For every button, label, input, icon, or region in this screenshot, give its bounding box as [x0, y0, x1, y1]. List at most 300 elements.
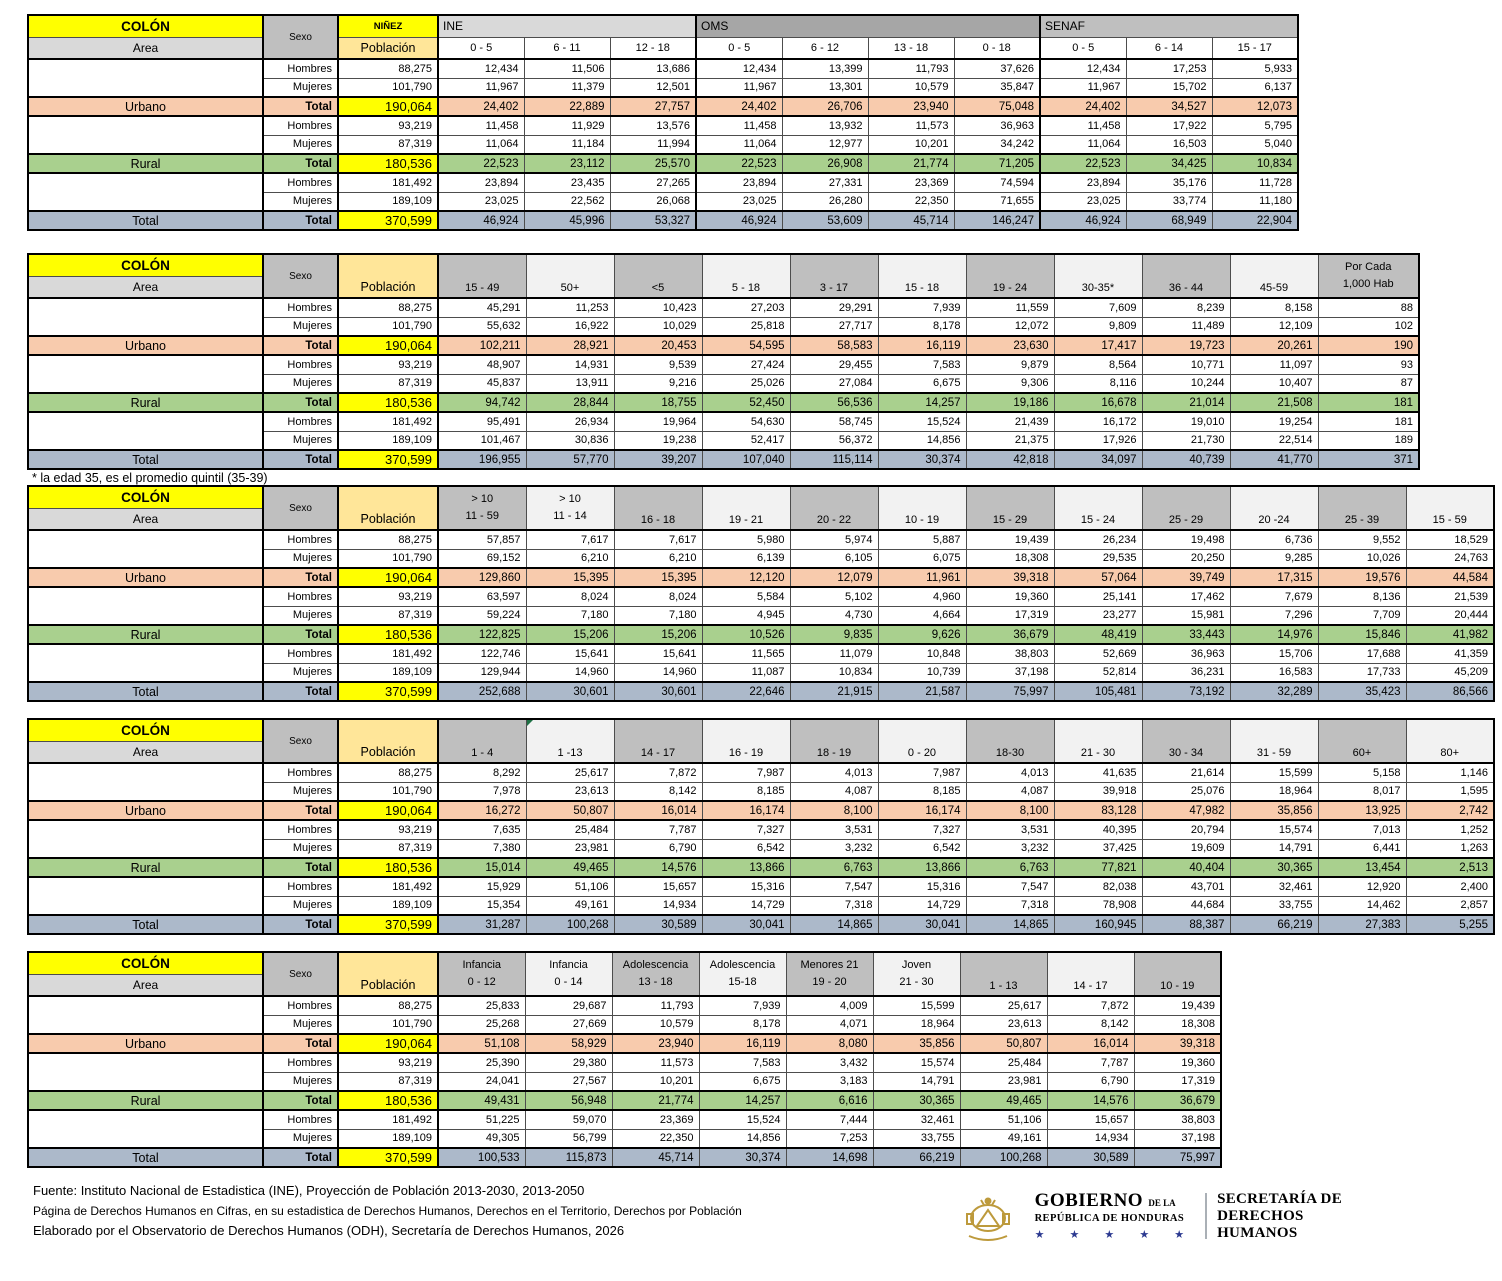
data-cell[interactable]: 11,064	[696, 135, 782, 154]
data-cell[interactable]: 27,383	[1318, 915, 1406, 934]
sexo-header-cell[interactable]: Sexo	[263, 254, 338, 298]
data-cell[interactable]: 23,981	[960, 1072, 1047, 1091]
data-cell[interactable]: 52,450	[702, 393, 790, 412]
data-cell[interactable]: 44,584	[1406, 568, 1494, 587]
data-cell[interactable]: 15,641	[526, 644, 614, 663]
data-cell[interactable]: 8,178	[699, 1015, 786, 1034]
data-cell[interactable]: 24,402	[1040, 97, 1126, 116]
age-col-header[interactable]	[525, 952, 612, 996]
data-cell[interactable]: 30,601	[526, 682, 614, 701]
sexo-cell[interactable]: Mujeres	[263, 317, 338, 336]
age-col-header[interactable]	[873, 952, 960, 996]
data-cell[interactable]: 57,064	[1054, 568, 1142, 587]
data-cell[interactable]: 13,454	[1318, 858, 1406, 877]
area-spacer-cell[interactable]	[28, 877, 263, 915]
data-cell[interactable]: 12,120	[702, 568, 790, 587]
data-cell[interactable]: 25,833	[438, 996, 525, 1015]
poblacion-cell[interactable]: 370,599	[338, 450, 438, 469]
data-cell[interactable]: 52,669	[1054, 644, 1142, 663]
poblacion-header-cell[interactable]: Población	[338, 486, 438, 530]
age-col-header[interactable]: 16 - 18	[614, 486, 702, 530]
age-col-header[interactable]: 31 - 59	[1230, 719, 1318, 763]
data-cell[interactable]: 11,728	[1212, 173, 1298, 192]
age-col-header[interactable]: 0 - 18	[954, 37, 1040, 59]
sexo-cell[interactable]: Mujeres	[263, 782, 338, 801]
data-cell[interactable]: 38,803	[1134, 1110, 1221, 1129]
data-cell[interactable]: 82,038	[1054, 877, 1142, 896]
age-col-header[interactable]: 45-59	[1230, 254, 1318, 298]
data-cell[interactable]: 16,014	[1047, 1034, 1134, 1053]
data-cell[interactable]: 14,856	[699, 1129, 786, 1148]
data-cell[interactable]: 32,461	[1230, 877, 1318, 896]
data-cell[interactable]: 18,308	[966, 549, 1054, 568]
data-cell[interactable]: 5,255	[1406, 915, 1494, 934]
data-cell[interactable]: 102	[1318, 317, 1419, 336]
data-cell[interactable]: 21,774	[868, 154, 954, 173]
data-cell[interactable]: 13,866	[702, 858, 790, 877]
area-spacer-cell[interactable]	[28, 1110, 263, 1148]
data-cell[interactable]: 9,539	[614, 355, 702, 374]
age-col-header[interactable]: 36 - 44	[1142, 254, 1230, 298]
data-cell[interactable]: 7,327	[702, 820, 790, 839]
data-cell[interactable]: 75,048	[954, 97, 1040, 116]
poblacion-cell[interactable]: 101,790	[338, 317, 438, 336]
data-cell[interactable]: 2,742	[1406, 801, 1494, 820]
data-cell[interactable]: 190	[1318, 336, 1419, 355]
poblacion-cell[interactable]: 189,109	[338, 1129, 438, 1148]
data-cell[interactable]: 7,318	[966, 896, 1054, 915]
data-cell[interactable]: 6,542	[878, 839, 966, 858]
poblacion-cell[interactable]: 181,492	[338, 412, 438, 431]
data-cell[interactable]: 35,423	[1318, 682, 1406, 701]
sexo-cell[interactable]: Total	[263, 625, 338, 644]
data-cell[interactable]: 23,025	[1040, 192, 1126, 211]
data-cell[interactable]: 15,316	[702, 877, 790, 896]
age-col-header[interactable]: 15 - 59	[1406, 486, 1494, 530]
data-cell[interactable]: 48,419	[1054, 625, 1142, 644]
data-cell[interactable]: 47,982	[1142, 801, 1230, 820]
data-cell[interactable]: 7,635	[438, 820, 526, 839]
data-cell[interactable]: 25,076	[1142, 782, 1230, 801]
data-cell[interactable]: 371	[1318, 450, 1419, 469]
sexo-cell[interactable]: Hombres	[263, 763, 338, 782]
data-cell[interactable]: 39,207	[614, 450, 702, 469]
poblacion-cell[interactable]: 88,275	[338, 763, 438, 782]
data-cell[interactable]: 12,079	[790, 568, 878, 587]
area-label-cell[interactable]: Rural	[28, 625, 263, 644]
data-cell[interactable]: 17,688	[1318, 644, 1406, 663]
data-cell[interactable]: 15,657	[614, 877, 702, 896]
area-label-cell[interactable]: Rural	[28, 858, 263, 877]
data-cell[interactable]: 7,872	[1047, 996, 1134, 1015]
data-cell[interactable]: 23,630	[966, 336, 1054, 355]
data-cell[interactable]: 7,787	[614, 820, 702, 839]
age-col-header[interactable]: 15 - 29	[966, 486, 1054, 530]
area-spacer-cell[interactable]	[28, 820, 263, 858]
data-cell[interactable]: 102,211	[438, 336, 526, 355]
data-cell[interactable]: 1,595	[1406, 782, 1494, 801]
data-cell[interactable]: 11,458	[438, 116, 524, 135]
data-cell[interactable]: 10,739	[878, 663, 966, 682]
data-cell[interactable]: 26,234	[1054, 530, 1142, 549]
poblacion-cell[interactable]: 93,219	[338, 587, 438, 606]
data-cell[interactable]: 14,865	[966, 915, 1054, 934]
data-cell[interactable]: 7,380	[438, 839, 526, 858]
data-cell[interactable]: 29,535	[1054, 549, 1142, 568]
data-cell[interactable]: 11,793	[868, 59, 954, 78]
data-cell[interactable]: 17,319	[1134, 1072, 1221, 1091]
sexo-cell[interactable]: Hombres	[263, 116, 338, 135]
sexo-cell[interactable]: Mujeres	[263, 135, 338, 154]
data-cell[interactable]: 10,834	[790, 663, 878, 682]
data-cell[interactable]: 7,013	[1318, 820, 1406, 839]
data-cell[interactable]: 5,102	[790, 587, 878, 606]
data-cell[interactable]: 23,025	[438, 192, 524, 211]
data-cell[interactable]: 45,714	[612, 1148, 699, 1167]
area-spacer-cell[interactable]	[28, 116, 263, 154]
data-cell[interactable]: 5,980	[702, 530, 790, 549]
region-title-cell[interactable]: COLÓN	[28, 15, 263, 37]
data-cell[interactable]: 21,439	[966, 412, 1054, 431]
area-label-cell[interactable]: Total	[28, 1148, 263, 1167]
data-cell[interactable]: 37,626	[954, 59, 1040, 78]
age-col-header[interactable]: 80+	[1406, 719, 1494, 763]
data-cell[interactable]: 49,161	[960, 1129, 1047, 1148]
data-cell[interactable]: 14,934	[1047, 1129, 1134, 1148]
data-cell[interactable]: 10,423	[614, 298, 702, 317]
age-col-header[interactable]: 19 - 21	[702, 486, 790, 530]
area-spacer-cell[interactable]	[28, 587, 263, 625]
data-cell[interactable]: 5,795	[1212, 116, 1298, 135]
area-label-cell[interactable]: Rural	[28, 154, 263, 173]
data-cell[interactable]: 16,583	[1230, 663, 1318, 682]
data-cell[interactable]: 25,818	[702, 317, 790, 336]
data-cell[interactable]: 41,359	[1406, 644, 1494, 663]
age-col-header[interactable]: 1 - 13	[960, 952, 1047, 996]
data-cell[interactable]: 2,857	[1406, 896, 1494, 915]
data-cell[interactable]: 22,562	[524, 192, 610, 211]
poblacion-cell[interactable]: 87,319	[338, 1072, 438, 1091]
data-cell[interactable]: 9,216	[614, 374, 702, 393]
data-cell[interactable]: 17,462	[1142, 587, 1230, 606]
data-cell[interactable]: 15,206	[614, 625, 702, 644]
sexo-cell[interactable]: Total	[263, 211, 338, 230]
sexo-cell[interactable]: Mujeres	[263, 374, 338, 393]
data-cell[interactable]: 6,137	[1212, 78, 1298, 97]
data-cell[interactable]: 36,679	[966, 625, 1054, 644]
data-cell[interactable]: 14,729	[878, 896, 966, 915]
data-cell[interactable]: 28,921	[526, 336, 614, 355]
sexo-cell[interactable]: Hombres	[263, 587, 338, 606]
data-cell[interactable]: 9,285	[1230, 549, 1318, 568]
data-cell[interactable]: 28,844	[526, 393, 614, 412]
data-cell[interactable]: 122,825	[438, 625, 526, 644]
age-col-header[interactable]: 50+	[526, 254, 614, 298]
data-cell[interactable]: 8,100	[790, 801, 878, 820]
data-cell[interactable]: 35,856	[873, 1034, 960, 1053]
data-cell[interactable]: 29,455	[790, 355, 878, 374]
data-cell[interactable]: 14,856	[878, 431, 966, 450]
data-cell[interactable]: 41,982	[1406, 625, 1494, 644]
data-cell[interactable]: 56,372	[790, 431, 878, 450]
sexo-cell[interactable]: Hombres	[263, 355, 338, 374]
data-cell[interactable]: 46,924	[438, 211, 524, 230]
data-cell[interactable]: 20,453	[614, 336, 702, 355]
area-label-cell[interactable]: Urbano	[28, 1034, 263, 1053]
data-cell[interactable]: 1,146	[1406, 763, 1494, 782]
data-cell[interactable]: 15,014	[438, 858, 526, 877]
data-cell[interactable]: 53,609	[782, 211, 868, 230]
sexo-cell[interactable]: Mujeres	[263, 431, 338, 450]
data-cell[interactable]: 17,922	[1126, 116, 1212, 135]
sexo-cell[interactable]: Mujeres	[263, 839, 338, 858]
data-cell[interactable]: 30,836	[526, 431, 614, 450]
data-cell[interactable]: 15,706	[1230, 644, 1318, 663]
data-cell[interactable]: 6,210	[526, 549, 614, 568]
data-cell[interactable]: 6,075	[878, 549, 966, 568]
data-cell[interactable]: 19,360	[1134, 1053, 1221, 1072]
data-cell[interactable]: 95,491	[438, 412, 526, 431]
data-cell[interactable]: 11,184	[524, 135, 610, 154]
data-cell[interactable]: 55,632	[438, 317, 526, 336]
data-cell[interactable]: 20,444	[1406, 606, 1494, 625]
data-cell[interactable]: 23,613	[526, 782, 614, 801]
data-cell[interactable]: 7,987	[878, 763, 966, 782]
age-col-header[interactable]	[1318, 254, 1419, 298]
data-cell[interactable]: 160,945	[1054, 915, 1142, 934]
data-cell[interactable]: 33,755	[1230, 896, 1318, 915]
data-cell[interactable]: 27,203	[702, 298, 790, 317]
data-cell[interactable]: 12,073	[1212, 97, 1298, 116]
data-cell[interactable]: 57,857	[438, 530, 526, 549]
data-cell[interactable]: 45,837	[438, 374, 526, 393]
poblacion-cell[interactable]: 370,599	[338, 915, 438, 934]
data-cell[interactable]: 30,601	[614, 682, 702, 701]
data-cell[interactable]: 14,257	[699, 1091, 786, 1110]
data-cell[interactable]: 11,967	[696, 78, 782, 97]
data-cell[interactable]: 3,232	[790, 839, 878, 858]
data-cell[interactable]: 11,793	[612, 996, 699, 1015]
data-cell[interactable]: 15,981	[1142, 606, 1230, 625]
data-cell[interactable]: 4,013	[790, 763, 878, 782]
data-cell[interactable]: 9,879	[966, 355, 1054, 374]
data-cell[interactable]: 5,974	[790, 530, 878, 549]
sexo-header-cell[interactable]: Sexo	[263, 952, 338, 996]
poblacion-header-cell[interactable]: Población	[338, 719, 438, 763]
data-cell[interactable]: 25,268	[438, 1015, 525, 1034]
data-cell[interactable]: 71,205	[954, 154, 1040, 173]
data-cell[interactable]: 15,206	[526, 625, 614, 644]
data-cell[interactable]: 19,360	[966, 587, 1054, 606]
data-cell[interactable]: 23,025	[696, 192, 782, 211]
data-cell[interactable]: 51,108	[438, 1034, 525, 1053]
agency-header-ine[interactable]: INE	[438, 15, 696, 37]
data-cell[interactable]: 49,465	[526, 858, 614, 877]
age-col-header[interactable]	[438, 486, 526, 530]
data-cell[interactable]: 48,907	[438, 355, 526, 374]
data-cell[interactable]: 11,180	[1212, 192, 1298, 211]
data-cell[interactable]: 29,687	[525, 996, 612, 1015]
data-cell[interactable]: 21,508	[1230, 393, 1318, 412]
data-cell[interactable]: 12,072	[966, 317, 1054, 336]
data-cell[interactable]: 11,967	[1040, 78, 1126, 97]
data-cell[interactable]: 13,301	[782, 78, 868, 97]
data-cell[interactable]: 25,617	[960, 996, 1047, 1015]
data-cell[interactable]: 16,503	[1126, 135, 1212, 154]
data-cell[interactable]: 27,567	[525, 1072, 612, 1091]
poblacion-cell[interactable]: 180,536	[338, 858, 438, 877]
data-cell[interactable]: 39,318	[966, 568, 1054, 587]
age-col-header[interactable]	[612, 952, 699, 996]
data-cell[interactable]: 9,835	[790, 625, 878, 644]
data-cell[interactable]: 5,933	[1212, 59, 1298, 78]
data-cell[interactable]: 11,967	[438, 78, 524, 97]
data-cell[interactable]: 19,723	[1142, 336, 1230, 355]
sexo-cell[interactable]: Total	[263, 154, 338, 173]
poblacion-cell[interactable]: 93,219	[338, 355, 438, 374]
age-col-header[interactable]: 18 - 19	[790, 719, 878, 763]
data-cell[interactable]: 252,688	[438, 682, 526, 701]
poblacion-cell[interactable]: 370,599	[338, 1148, 438, 1167]
data-cell[interactable]: 3,232	[966, 839, 1054, 858]
data-cell[interactable]: 27,331	[782, 173, 868, 192]
data-cell[interactable]: 40,739	[1142, 450, 1230, 469]
data-cell[interactable]: 50,807	[960, 1034, 1047, 1053]
data-cell[interactable]: 20,261	[1230, 336, 1318, 355]
data-cell[interactable]: 56,799	[525, 1129, 612, 1148]
age-col-header[interactable]: 1 - 4	[438, 719, 526, 763]
data-cell[interactable]: 49,161	[526, 896, 614, 915]
data-cell[interactable]: 49,465	[960, 1091, 1047, 1110]
data-cell[interactable]: 19,254	[1230, 412, 1318, 431]
data-cell[interactable]: 22,646	[702, 682, 790, 701]
area-label-cell[interactable]: Urbano	[28, 568, 263, 587]
data-cell[interactable]: 12,109	[1230, 317, 1318, 336]
area-spacer-cell[interactable]	[28, 996, 263, 1034]
data-cell[interactable]: 34,527	[1126, 97, 1212, 116]
data-cell[interactable]: 15,702	[1126, 78, 1212, 97]
poblacion-cell[interactable]: 181,492	[338, 877, 438, 896]
data-cell[interactable]: 7,253	[786, 1129, 873, 1148]
age-col-header[interactable]: 6 - 14	[1126, 37, 1212, 59]
data-cell[interactable]: 14,576	[1047, 1091, 1134, 1110]
data-cell[interactable]: 77,821	[1054, 858, 1142, 877]
data-cell[interactable]: 13,911	[526, 374, 614, 393]
data-cell[interactable]: 8,564	[1054, 355, 1142, 374]
data-cell[interactable]: 7,939	[878, 298, 966, 317]
poblacion-cell[interactable]: 181,492	[338, 644, 438, 663]
data-cell[interactable]: 13,576	[610, 116, 696, 135]
age-col-header[interactable]: 15 - 18	[878, 254, 966, 298]
poblacion-cell[interactable]: 190,064	[338, 1034, 438, 1053]
data-cell[interactable]: 10,407	[1230, 374, 1318, 393]
data-cell[interactable]: 27,669	[525, 1015, 612, 1034]
age-col-header[interactable]: 5 - 18	[702, 254, 790, 298]
data-cell[interactable]: 15,574	[1230, 820, 1318, 839]
data-cell[interactable]: 11,064	[1040, 135, 1126, 154]
poblacion-cell[interactable]: 93,219	[338, 116, 438, 135]
data-cell[interactable]: 196,955	[438, 450, 526, 469]
data-cell[interactable]: 27,084	[790, 374, 878, 393]
data-cell[interactable]: 26,934	[526, 412, 614, 431]
data-cell[interactable]: 13,866	[878, 858, 966, 877]
data-cell[interactable]: 75,997	[1134, 1148, 1221, 1167]
data-cell[interactable]: 17,253	[1126, 59, 1212, 78]
sexo-header-cell[interactable]: Sexo	[263, 15, 338, 59]
sexo-cell[interactable]: Mujeres	[263, 896, 338, 915]
data-cell[interactable]: 23,894	[1040, 173, 1126, 192]
data-cell[interactable]: 7,939	[699, 996, 786, 1015]
data-cell[interactable]: 74,594	[954, 173, 1040, 192]
data-cell[interactable]: 8,024	[526, 587, 614, 606]
data-cell[interactable]: 11,097	[1230, 355, 1318, 374]
data-cell[interactable]: 53,327	[610, 211, 696, 230]
data-cell[interactable]: 7,709	[1318, 606, 1406, 625]
data-cell[interactable]: 11,489	[1142, 317, 1230, 336]
data-cell[interactable]: 146,247	[954, 211, 1040, 230]
age-col-header[interactable]: 10 - 19	[878, 486, 966, 530]
data-cell[interactable]: 15,929	[438, 877, 526, 896]
data-cell[interactable]: 27,265	[610, 173, 696, 192]
data-cell[interactable]: 54,630	[702, 412, 790, 431]
data-cell[interactable]: 11,087	[702, 663, 790, 682]
data-cell[interactable]: 101,467	[438, 431, 526, 450]
data-cell[interactable]: 22,350	[612, 1129, 699, 1148]
data-cell[interactable]: 21,915	[790, 682, 878, 701]
data-cell[interactable]: 36,963	[1142, 644, 1230, 663]
data-cell[interactable]: 107,040	[702, 450, 790, 469]
data-cell[interactable]: 29,291	[790, 298, 878, 317]
data-cell[interactable]: 4,945	[702, 606, 790, 625]
data-cell[interactable]: 1,252	[1406, 820, 1494, 839]
data-cell[interactable]: 7,296	[1230, 606, 1318, 625]
age-col-header[interactable]: 25 - 29	[1142, 486, 1230, 530]
data-cell[interactable]: 56,948	[525, 1091, 612, 1110]
data-cell[interactable]: 46,924	[1040, 211, 1126, 230]
sexo-cell[interactable]: Total	[263, 1034, 338, 1053]
data-cell[interactable]: 6,616	[786, 1091, 873, 1110]
data-cell[interactable]: 3,183	[786, 1072, 873, 1091]
data-cell[interactable]: 21,587	[878, 682, 966, 701]
data-cell[interactable]: 68,949	[1126, 211, 1212, 230]
data-cell[interactable]: 10,526	[702, 625, 790, 644]
area-label-cell[interactable]: Total	[28, 915, 263, 934]
data-cell[interactable]: 11,458	[696, 116, 782, 135]
area-label-cell[interactable]: Total	[28, 211, 263, 230]
poblacion-cell[interactable]: 181,492	[338, 173, 438, 192]
data-cell[interactable]: 16,172	[1054, 412, 1142, 431]
area-spacer-cell[interactable]	[28, 298, 263, 336]
data-cell[interactable]: 5,584	[702, 587, 790, 606]
data-cell[interactable]: 39,918	[1054, 782, 1142, 801]
data-cell[interactable]: 20,250	[1142, 549, 1230, 568]
data-cell[interactable]: 25,484	[960, 1053, 1047, 1072]
data-cell[interactable]: 15,524	[699, 1110, 786, 1129]
sexo-cell[interactable]: Total	[263, 568, 338, 587]
data-cell[interactable]: 15,316	[878, 877, 966, 896]
data-cell[interactable]: 10,201	[612, 1072, 699, 1091]
data-cell[interactable]: 11,961	[878, 568, 966, 587]
data-cell[interactable]: 57,770	[526, 450, 614, 469]
sexo-cell[interactable]: Mujeres	[263, 1072, 338, 1091]
data-cell[interactable]: 22,523	[438, 154, 524, 173]
data-cell[interactable]: 115,873	[525, 1148, 612, 1167]
data-cell[interactable]: 33,755	[873, 1129, 960, 1148]
region-title-cell[interactable]: COLÓN	[28, 486, 263, 508]
data-cell[interactable]: 8,158	[1230, 298, 1318, 317]
data-cell[interactable]: 43,701	[1142, 877, 1230, 896]
data-cell[interactable]: 10,848	[878, 644, 966, 663]
